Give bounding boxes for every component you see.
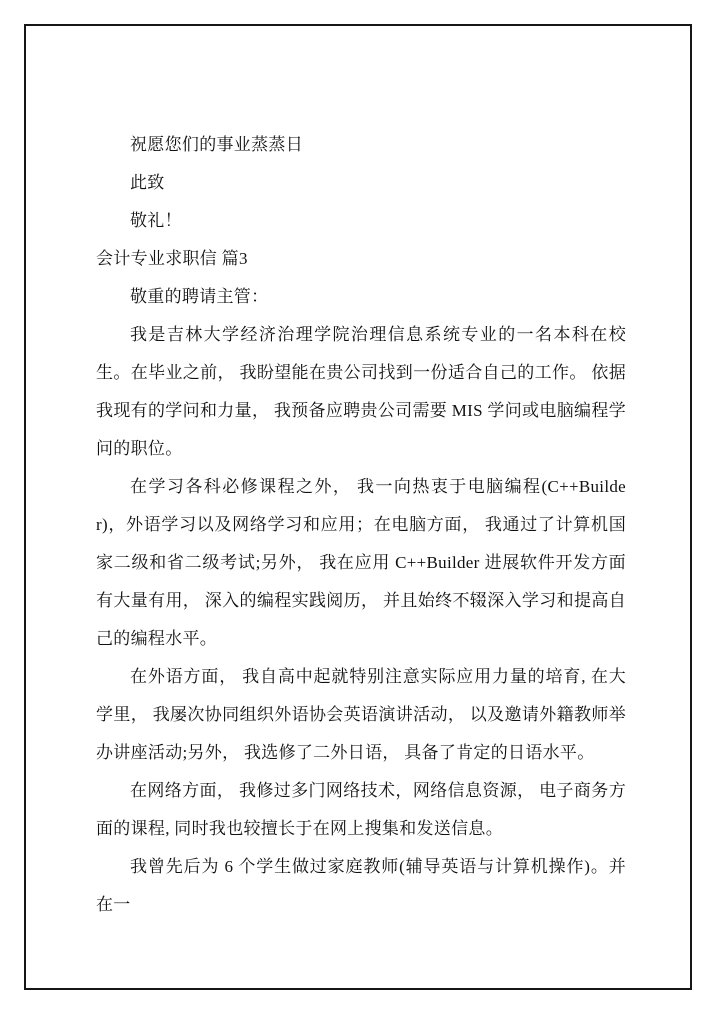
- paragraph-tutoring: 我曾先后为 6 个学生做过家庭教师(辅导英语与计算机操作)。并在一: [96, 857, 626, 914]
- paragraph-foreign-language: 在外语方面， 我自高中起就特别注意实际应用力量的培育, 在大学里， 我屡次协同组织外语协会英语演讲活动， 以及邀请外籍教师举办讲座活动;另外， 我选修了二外日语， 具备了肯定的日语水平。: [96, 667, 626, 762]
- paragraph-network-skills: 在网络方面， 我修过多门网络技术，网络信息资源， 电子商务方面的课程, 同时我也较擅长于在网上搜集和发送信息。: [96, 781, 626, 838]
- paragraph-closing-salute: 敬礼！: [130, 211, 182, 230]
- paragraph-intro: 我是吉林大学经济治理学院治理信息系统专业的一名本科在校生。在毕业之前， 我盼望能在贵公司找到一份适合自己的工作。 依据我现有的学问和力量， 我预备应聘贵公司需要 MIS 学问或电脑编程学问的职位。: [96, 325, 626, 458]
- paragraph-salutation: 敬重的聘请主管：: [130, 287, 269, 306]
- section-title: 会计专业求职信 篇3: [96, 249, 248, 268]
- paragraph-closing-cizhi: 此致: [130, 173, 165, 192]
- paragraph-closing-wish: 祝愿您们的事业蒸蒸日: [130, 135, 303, 154]
- paragraph-programming-skills: 在学习各科必修课程之外， 我一向热衷于电脑编程(C++Builder)，外语学习以及网络学习和应用；在电脑方面， 我通过了计算机国家二级和省二级考试;另外， 我在应用 C++Builder 进展软件开发方面有大量有用， 深入的编程实践阅历， 并且始终不辍深入学习和提高自己的编程水平。: [96, 477, 626, 648]
- document-content: [96, 126, 626, 924]
